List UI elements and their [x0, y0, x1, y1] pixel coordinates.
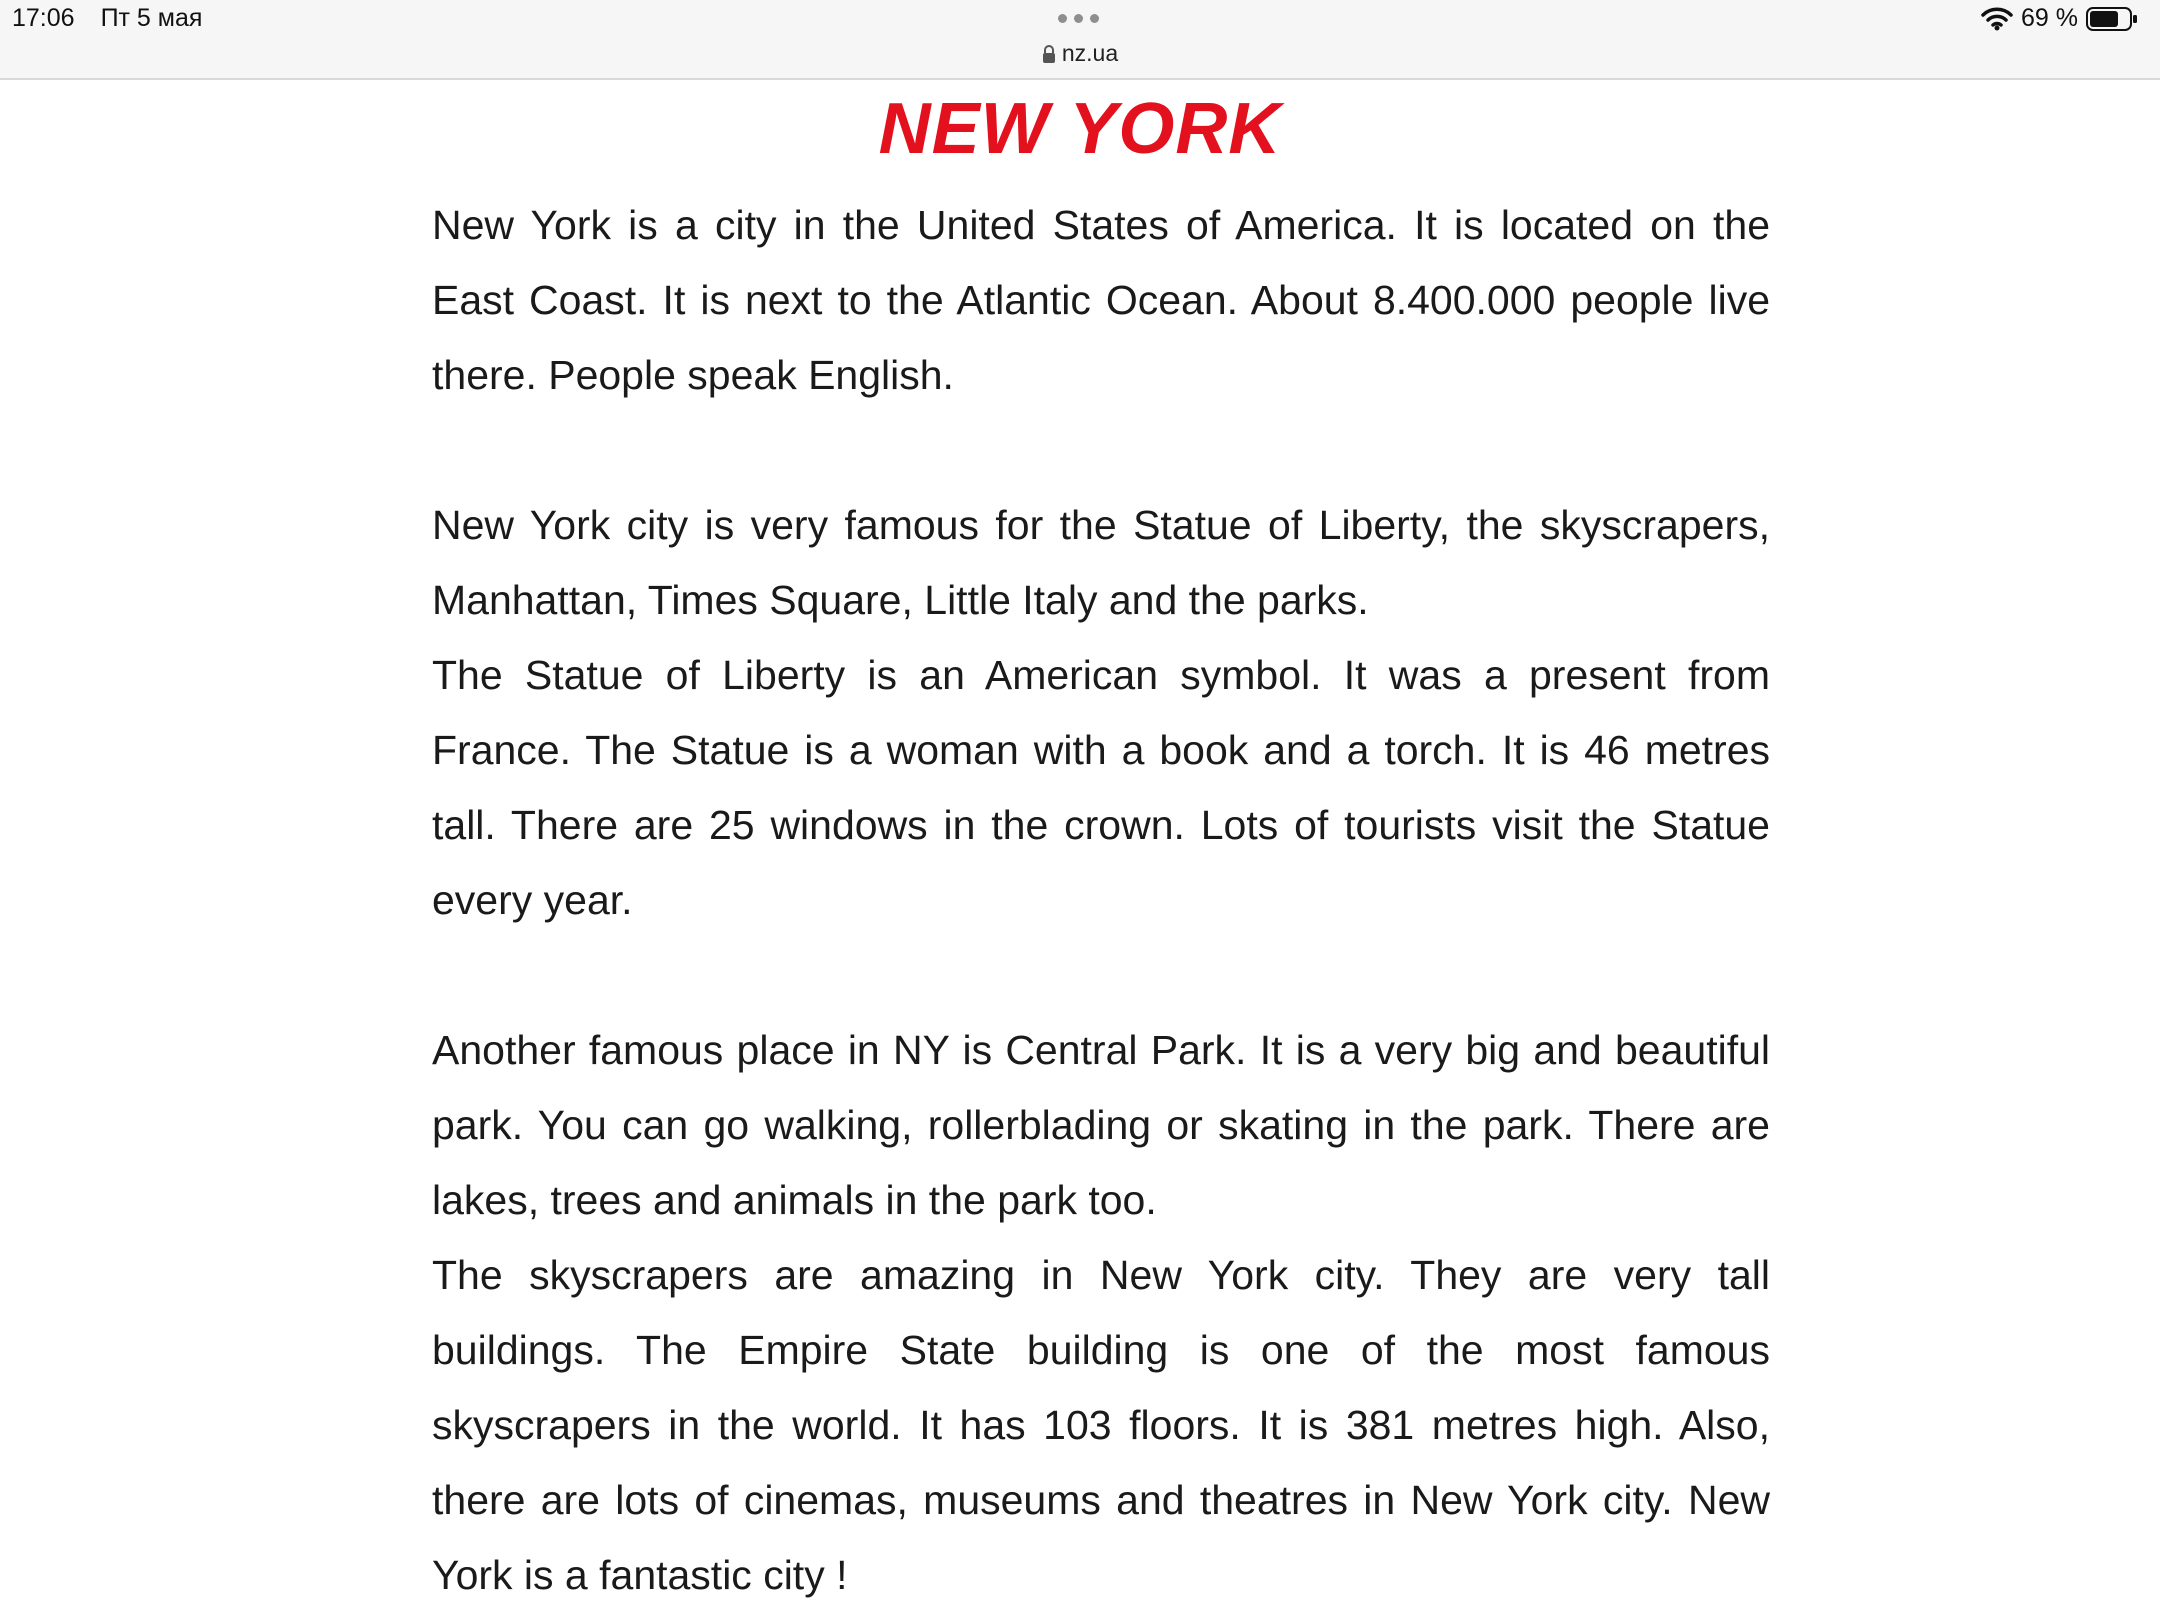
paragraph-famous-places: New York city is very famous for the Statue of Liberty, the skyscrapers, Manhattan, Times Square, Little Italy and the parks. [432, 502, 1770, 623]
article-body [432, 188, 1770, 1613]
status-left [12, 4, 202, 33]
more-dots-icon[interactable] [1058, 14, 1099, 23]
wifi-icon [1981, 7, 2013, 31]
lock-icon [1042, 45, 1056, 63]
battery-percent: 69 % [2021, 4, 2078, 32]
url-text: nz.ua [1061, 40, 1119, 66]
status-date: Пт 5 мая [100, 4, 203, 32]
status-bar [0, 0, 2160, 80]
battery-icon [2086, 6, 2138, 32]
paragraph-central-park: Another famous place in NY is Central Park. It is a very big and beautiful park. You can go walking, rollerblading or skating in the park. There are lakes, trees and animals in the park too. [432, 1027, 1770, 1223]
paragraph-statue-of-liberty: The Statue of Liberty is an American symbol. It was a present from France. The Statue is a woman with a book and a torch. It is 46 metres tall. There are 25 windows in the crown. Lots of tourists visit the Statue every year. [432, 652, 1770, 923]
address-bar[interactable] [0, 40, 2160, 67]
paragraph-gap [432, 413, 1770, 488]
document-title: NEW YORK [878, 89, 1282, 169]
paragraph-intro: New York is a city in the United States of America. It is located on the East Coast. It is next to the Atlantic Ocean. About 8.400.000 people live there. People speak English. [432, 202, 1770, 398]
paragraph-skyscrapers: The skyscrapers are amazing in New York city. They are very tall buildings. The Empire State building is one of the most famous skyscrapers in the world. It has 103 floors. It is 381 metres high. Also, there are lots of cinemas, museums and theatres in New York city. New York is a fantastic city ! [432, 1252, 1770, 1598]
status-right [1981, 4, 2138, 33]
status-time: 17:06 [12, 4, 75, 32]
paragraph-gap [432, 938, 1770, 1013]
